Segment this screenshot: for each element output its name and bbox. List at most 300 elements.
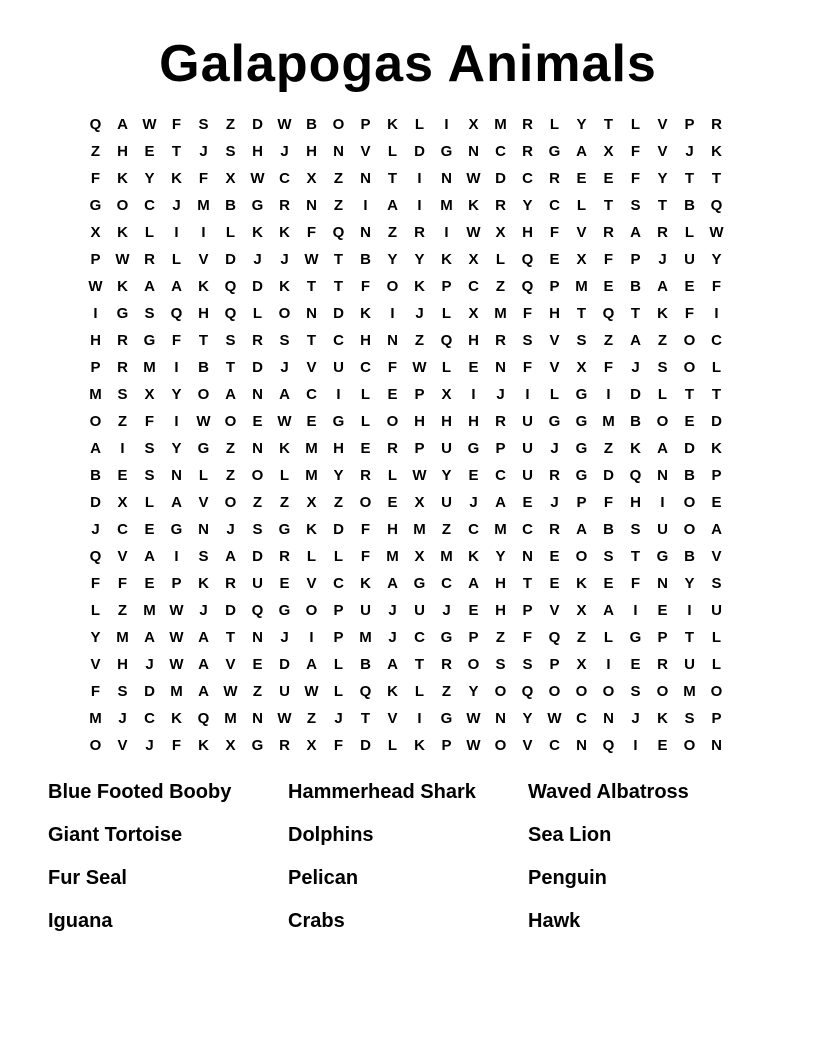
grid-letter: P bbox=[549, 278, 560, 295]
grid-letter: E bbox=[603, 278, 614, 295]
word-list-item: Hawk bbox=[528, 910, 581, 932]
grid-letter: P bbox=[333, 602, 344, 619]
grid-letter: P bbox=[90, 251, 101, 268]
grid-row bbox=[82, 273, 734, 300]
grid-letter: Z bbox=[252, 683, 263, 700]
grid-letter: V bbox=[657, 143, 668, 160]
grid-letter: U bbox=[441, 494, 452, 511]
grid-letter: O bbox=[683, 332, 696, 349]
grid-row bbox=[82, 732, 734, 759]
grid-letter: Y bbox=[171, 386, 182, 403]
grid-letter: K bbox=[441, 251, 452, 268]
grid-letter: E bbox=[387, 494, 398, 511]
grid-letter: T bbox=[576, 305, 587, 322]
grid-letter: M bbox=[386, 548, 399, 565]
grid-letter: L bbox=[360, 386, 371, 403]
grid-letter: I bbox=[201, 224, 206, 241]
grid-letter: L bbox=[576, 197, 587, 214]
grid-letter: V bbox=[90, 656, 101, 673]
grid-letter: R bbox=[522, 116, 533, 133]
grid-letter: N bbox=[360, 224, 371, 241]
grid-letter: H bbox=[117, 143, 128, 160]
grid-letter: M bbox=[683, 683, 696, 700]
grid-letter: W bbox=[412, 467, 427, 484]
grid-letter: E bbox=[711, 494, 722, 511]
page-title: Galapogas Animals bbox=[159, 35, 657, 93]
grid-letter: S bbox=[117, 386, 128, 403]
grid-letter: S bbox=[630, 521, 641, 538]
grid-letter: M bbox=[494, 521, 507, 538]
grid-letter: V bbox=[306, 359, 317, 376]
grid-letter: G bbox=[278, 602, 291, 619]
grid-letter: I bbox=[174, 224, 179, 241]
grid-letter: G bbox=[197, 440, 210, 457]
grid-letter: G bbox=[440, 629, 453, 646]
grid-letter: S bbox=[630, 197, 641, 214]
grid-letter: H bbox=[630, 494, 641, 511]
grid-letter: L bbox=[171, 251, 182, 268]
grid-letter: Z bbox=[657, 332, 668, 349]
grid-letter: J bbox=[550, 440, 559, 457]
grid-letter: N bbox=[603, 710, 614, 727]
grid-letter: G bbox=[116, 305, 129, 322]
grid-row bbox=[82, 327, 734, 354]
grid-letter: C bbox=[495, 143, 506, 160]
grid-letter: R bbox=[225, 575, 236, 592]
grid-letter: C bbox=[468, 278, 479, 295]
grid-row bbox=[82, 111, 734, 138]
grid-letter: X bbox=[576, 251, 587, 268]
grid-letter: H bbox=[198, 305, 209, 322]
grid-letter: L bbox=[306, 548, 317, 565]
grid-letter: C bbox=[441, 575, 452, 592]
grid-row bbox=[82, 300, 734, 327]
grid-letter: W bbox=[466, 170, 481, 187]
grid-letter: L bbox=[144, 494, 155, 511]
grid-letter: K bbox=[171, 710, 182, 727]
grid-letter: P bbox=[90, 359, 101, 376]
grid-letter: O bbox=[494, 683, 507, 700]
grid-letter: J bbox=[415, 305, 424, 322]
grid-letter: I bbox=[444, 116, 449, 133]
grid-letter: M bbox=[305, 467, 318, 484]
grid-letter: C bbox=[468, 521, 479, 538]
grid-letter: A bbox=[171, 278, 182, 295]
grid-letter: L bbox=[603, 629, 614, 646]
grid-letter: B bbox=[630, 278, 641, 295]
grid-letter: H bbox=[117, 656, 128, 673]
grid-letter: V bbox=[225, 656, 236, 673]
grid-letter: N bbox=[360, 170, 371, 187]
grid-letter: Z bbox=[90, 143, 101, 160]
grid-letter: S bbox=[198, 116, 209, 133]
grid-letter: A bbox=[198, 656, 209, 673]
grid-letter: E bbox=[684, 413, 695, 430]
grid-letter: N bbox=[198, 521, 209, 538]
grid-letter: U bbox=[657, 521, 668, 538]
word-list-item: Sea Lion bbox=[528, 824, 612, 846]
grid-letter: C bbox=[549, 197, 560, 214]
grid-letter: Q bbox=[359, 683, 372, 700]
grid-letter: H bbox=[360, 332, 371, 349]
grid-letter: Z bbox=[441, 683, 452, 700]
grid-letter: R bbox=[495, 332, 506, 349]
grid-letter: W bbox=[142, 116, 157, 133]
grid-letter: L bbox=[333, 683, 344, 700]
grid-letter: N bbox=[252, 629, 263, 646]
grid-letter: G bbox=[413, 575, 426, 592]
grid-letter: W bbox=[277, 710, 292, 727]
grid-letter: M bbox=[575, 278, 588, 295]
grid-letter: S bbox=[522, 332, 533, 349]
grid-letter: F bbox=[522, 629, 533, 646]
grid-letter: I bbox=[660, 494, 665, 511]
grid-letter: J bbox=[199, 602, 208, 619]
grid-letter: F bbox=[603, 494, 614, 511]
grid-letter: T bbox=[225, 629, 236, 646]
grid-letter: Q bbox=[521, 251, 534, 268]
grid-letter: D bbox=[90, 494, 101, 511]
grid-letter: M bbox=[440, 548, 453, 565]
grid-letter: V bbox=[576, 224, 587, 241]
grid-letter: A bbox=[144, 548, 155, 565]
grid-letter: C bbox=[414, 629, 425, 646]
grid-letter: P bbox=[576, 494, 587, 511]
grid-letter: S bbox=[576, 332, 587, 349]
grid-letter: O bbox=[548, 683, 561, 700]
grid-letter: D bbox=[252, 359, 263, 376]
grid-letter: V bbox=[117, 548, 128, 565]
grid-letter: S bbox=[144, 305, 155, 322]
grid-letter: E bbox=[144, 575, 155, 592]
grid-letter: A bbox=[144, 278, 155, 295]
grid-letter: F bbox=[171, 116, 182, 133]
grid-letter: E bbox=[549, 575, 560, 592]
grid-letter: O bbox=[359, 494, 372, 511]
grid-letter: R bbox=[387, 440, 398, 457]
grid-letter: C bbox=[360, 359, 371, 376]
grid-letter: V bbox=[549, 332, 560, 349]
grid-row bbox=[82, 354, 734, 381]
grid-letter: V bbox=[360, 143, 371, 160]
grid-letter: Q bbox=[521, 683, 534, 700]
grid-letter: R bbox=[549, 467, 560, 484]
grid-letter: A bbox=[306, 656, 317, 673]
grid-letter: K bbox=[252, 224, 263, 241]
grid-letter: K bbox=[171, 170, 182, 187]
grid-letter: R bbox=[522, 143, 533, 160]
grid-letter: T bbox=[684, 386, 695, 403]
grid-letter: F bbox=[144, 413, 155, 430]
grid-letter: F bbox=[630, 575, 641, 592]
grid-letter: L bbox=[144, 224, 155, 241]
grid-letter: H bbox=[495, 575, 506, 592]
grid-letter: W bbox=[169, 602, 184, 619]
grid-letter: A bbox=[279, 386, 290, 403]
grid-letter: P bbox=[711, 467, 722, 484]
word-list-item: Giant Tortoise bbox=[48, 824, 183, 846]
word-list-item: Hammerhead Shark bbox=[288, 781, 476, 803]
grid-letter: N bbox=[657, 467, 668, 484]
grid-letter: F bbox=[360, 278, 371, 295]
grid-letter: O bbox=[116, 197, 129, 214]
grid-letter: I bbox=[444, 224, 449, 241]
grid-letter: A bbox=[171, 494, 182, 511]
grid-letter: O bbox=[305, 602, 318, 619]
grid-letter: N bbox=[333, 143, 344, 160]
grid-letter: I bbox=[174, 359, 179, 376]
grid-letter: E bbox=[144, 143, 155, 160]
grid-letter: R bbox=[441, 656, 452, 673]
grid-letter: O bbox=[386, 278, 399, 295]
grid-letter: F bbox=[603, 359, 614, 376]
grid-letter: F bbox=[684, 305, 695, 322]
grid-letter: G bbox=[143, 332, 156, 349]
grid-letter: E bbox=[603, 575, 614, 592]
grid-letter: Z bbox=[576, 629, 587, 646]
grid-letter: Y bbox=[414, 251, 425, 268]
grid-letter: A bbox=[630, 224, 641, 241]
grid-letter: J bbox=[280, 359, 289, 376]
grid-letter: P bbox=[414, 440, 425, 457]
grid-letter: O bbox=[278, 305, 291, 322]
grid-letter: L bbox=[711, 656, 722, 673]
grid-letter: J bbox=[334, 710, 343, 727]
grid-letter: J bbox=[199, 143, 208, 160]
grid-letter: R bbox=[549, 170, 560, 187]
grid-letter: O bbox=[656, 413, 669, 430]
grid-letter: D bbox=[333, 305, 344, 322]
grid-letter: Q bbox=[332, 224, 345, 241]
grid-letter: S bbox=[711, 575, 722, 592]
grid-letter: E bbox=[576, 170, 587, 187]
grid-letter: C bbox=[711, 332, 722, 349]
grid-letter: T bbox=[711, 170, 722, 187]
grid-letter: R bbox=[360, 467, 371, 484]
grid-letter: N bbox=[252, 440, 263, 457]
grid-letter: F bbox=[90, 170, 101, 187]
grid-letter: B bbox=[684, 548, 695, 565]
grid-letter: K bbox=[711, 440, 722, 457]
grid-letter: X bbox=[117, 494, 128, 511]
grid-letter: I bbox=[606, 386, 611, 403]
grid-letter: P bbox=[684, 116, 695, 133]
grid-letter: C bbox=[576, 710, 587, 727]
grid-letter: B bbox=[225, 197, 236, 214]
grid-letter: T bbox=[684, 170, 695, 187]
grid-letter: L bbox=[387, 737, 398, 754]
grid-letter: B bbox=[684, 197, 695, 214]
grid-letter: L bbox=[252, 305, 263, 322]
grid-letter: V bbox=[198, 251, 209, 268]
grid-letter: V bbox=[522, 737, 533, 754]
grid-letter: W bbox=[466, 224, 481, 241]
grid-row bbox=[82, 543, 734, 570]
grid-letter: N bbox=[252, 386, 263, 403]
grid-letter: L bbox=[198, 467, 209, 484]
grid-letter: B bbox=[306, 116, 317, 133]
grid-letter: S bbox=[522, 656, 533, 673]
grid-letter: X bbox=[468, 251, 479, 268]
grid-letter: J bbox=[226, 521, 235, 538]
grid-letter: D bbox=[252, 116, 263, 133]
grid-letter: P bbox=[657, 629, 668, 646]
grid-letter: G bbox=[575, 386, 588, 403]
grid-letter: U bbox=[279, 683, 290, 700]
grid-letter: E bbox=[630, 656, 641, 673]
grid-letter: H bbox=[468, 332, 479, 349]
grid-letter: V bbox=[387, 710, 398, 727]
grid-letter: T bbox=[306, 332, 317, 349]
grid-letter: H bbox=[468, 413, 479, 430]
grid-row bbox=[82, 624, 734, 651]
grid-letter: E bbox=[603, 170, 614, 187]
grid-letter: Y bbox=[468, 683, 479, 700]
grid-letter: S bbox=[657, 359, 668, 376]
grid-letter: O bbox=[386, 413, 399, 430]
grid-letter: D bbox=[225, 251, 236, 268]
grid-letter: I bbox=[687, 602, 692, 619]
grid-letter: A bbox=[198, 629, 209, 646]
grid-letter: Z bbox=[387, 224, 398, 241]
grid-letter: J bbox=[280, 251, 289, 268]
grid-letter: M bbox=[305, 440, 318, 457]
grid-letter: U bbox=[522, 440, 533, 457]
grid-letter: G bbox=[332, 413, 345, 430]
grid-letter: F bbox=[522, 359, 533, 376]
grid-letter: H bbox=[387, 521, 398, 538]
grid-letter: W bbox=[277, 413, 292, 430]
grid-letter: M bbox=[143, 359, 156, 376]
grid-letter: G bbox=[575, 440, 588, 457]
grid-letter: E bbox=[468, 602, 479, 619]
grid-letter: K bbox=[576, 575, 587, 592]
grid-letter: P bbox=[441, 737, 452, 754]
grid-letter: O bbox=[332, 116, 345, 133]
grid-row bbox=[82, 597, 734, 624]
word-list-item: Blue Footed Booby bbox=[48, 781, 232, 803]
grid-letter: X bbox=[468, 116, 479, 133]
grid-letter: E bbox=[684, 278, 695, 295]
grid-row bbox=[82, 138, 734, 165]
grid-letter: N bbox=[468, 143, 479, 160]
grid-letter: X bbox=[468, 305, 479, 322]
grid-letter: W bbox=[115, 251, 130, 268]
grid-letter: M bbox=[602, 413, 615, 430]
grid-letter: M bbox=[116, 629, 129, 646]
grid-letter: Z bbox=[333, 170, 344, 187]
grid-letter: Y bbox=[684, 575, 695, 592]
grid-letter: G bbox=[251, 737, 264, 754]
grid-letter: U bbox=[360, 602, 371, 619]
grid-letter: F bbox=[306, 224, 317, 241]
grid-letter: W bbox=[466, 737, 481, 754]
grid-row bbox=[82, 516, 734, 543]
grid-letter: T bbox=[360, 710, 371, 727]
grid-letter: T bbox=[603, 197, 614, 214]
word-list-item: Waved Albatross bbox=[528, 781, 689, 803]
grid-letter: L bbox=[711, 629, 722, 646]
grid-letter: J bbox=[172, 197, 181, 214]
grid-letter: J bbox=[91, 521, 100, 538]
grid-letter: T bbox=[657, 197, 668, 214]
grid-letter: T bbox=[333, 278, 344, 295]
grid-letter: K bbox=[360, 305, 371, 322]
grid-letter: D bbox=[711, 413, 722, 430]
grid-letter: C bbox=[144, 197, 155, 214]
grid-letter: Z bbox=[495, 629, 506, 646]
grid-letter: E bbox=[279, 575, 290, 592]
grid-letter: S bbox=[603, 548, 614, 565]
grid-letter: W bbox=[277, 116, 292, 133]
grid-letter: A bbox=[657, 440, 668, 457]
grid-letter: J bbox=[145, 737, 154, 754]
grid-letter: I bbox=[633, 602, 638, 619]
grid-letter: K bbox=[279, 224, 290, 241]
grid-letter: O bbox=[602, 683, 615, 700]
grid-letter: S bbox=[225, 143, 236, 160]
grid-letter: L bbox=[549, 386, 560, 403]
grid-letter: S bbox=[279, 332, 290, 349]
grid-letter: U bbox=[441, 440, 452, 457]
grid-letter: D bbox=[603, 467, 614, 484]
grid-letter: N bbox=[171, 467, 182, 484]
grid-letter: S bbox=[144, 467, 155, 484]
grid-letter: X bbox=[576, 602, 587, 619]
grid-letter: H bbox=[441, 413, 452, 430]
grid-letter: I bbox=[336, 386, 341, 403]
grid-letter: B bbox=[630, 413, 641, 430]
grid-row bbox=[82, 381, 734, 408]
grid-letter: P bbox=[522, 602, 533, 619]
grid-letter: G bbox=[440, 710, 453, 727]
grid-letter: Q bbox=[197, 710, 210, 727]
grid-letter: S bbox=[684, 710, 695, 727]
grid-letter: U bbox=[522, 413, 533, 430]
word-list-item: Iguana bbox=[48, 910, 113, 932]
grid-letter: E bbox=[468, 359, 479, 376]
grid-letter: O bbox=[575, 548, 588, 565]
grid-letter: H bbox=[414, 413, 425, 430]
grid-letter: Z bbox=[333, 197, 344, 214]
grid-letter: R bbox=[657, 224, 668, 241]
grid-letter: Q bbox=[710, 197, 723, 214]
grid-letter: Z bbox=[225, 440, 236, 457]
grid-letter: R bbox=[252, 332, 263, 349]
grid-letter: F bbox=[360, 548, 371, 565]
grid-letter: P bbox=[360, 116, 371, 133]
grid-letter: Y bbox=[144, 170, 155, 187]
grid-row bbox=[82, 408, 734, 435]
grid-letter: E bbox=[549, 548, 560, 565]
letter-grid bbox=[82, 111, 734, 759]
word-list-item: Pelican bbox=[288, 867, 359, 889]
grid-letter: F bbox=[90, 575, 101, 592]
grid-letter: Q bbox=[521, 278, 534, 295]
grid-letter: R bbox=[603, 224, 614, 241]
grid-letter: H bbox=[90, 332, 101, 349]
grid-letter: N bbox=[306, 197, 317, 214]
grid-letter: X bbox=[441, 386, 452, 403]
grid-letter: M bbox=[197, 197, 210, 214]
grid-letter: O bbox=[683, 521, 696, 538]
grid-letter: I bbox=[309, 629, 314, 646]
grid-letter: X bbox=[414, 548, 425, 565]
grid-letter: E bbox=[657, 602, 668, 619]
grid-letter: R bbox=[279, 548, 290, 565]
grid-letter: S bbox=[495, 656, 506, 673]
grid-letter: B bbox=[684, 467, 695, 484]
